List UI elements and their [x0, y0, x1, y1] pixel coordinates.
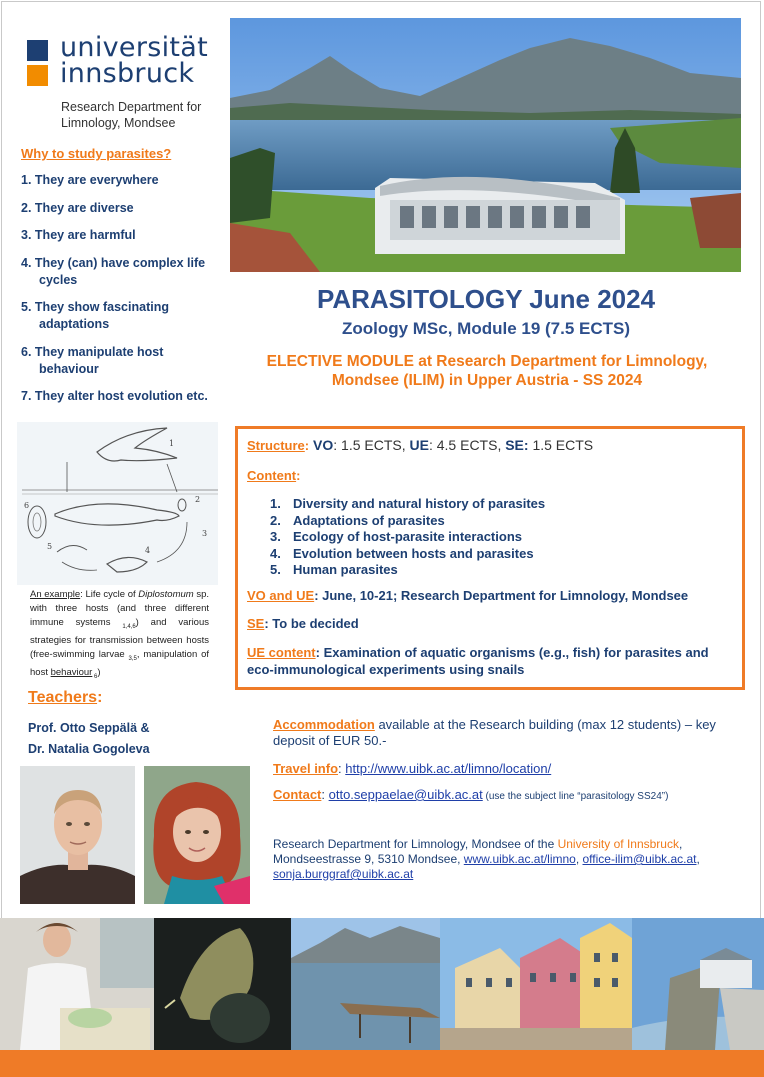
teacher-name: Prof. Otto Seppälä & [28, 721, 150, 735]
reason-item: 1. They are everywhere [21, 173, 159, 187]
reason-item: 2. They are diverse [21, 200, 134, 215]
bottom-accent-bar [0, 1050, 764, 1077]
logo-square-blue [27, 40, 48, 61]
structure-row: Structure: VO: 1.5 ECTS, UE: 4.5 ECTS, SE: 1.5 ECTS [247, 437, 594, 453]
content-topics-list [270, 496, 545, 579]
diagram-label: 1 [169, 439, 175, 448]
content-heading: Content: [247, 468, 301, 483]
office-email-link[interactable]: office-ilim@uibk.ac.at [582, 852, 697, 866]
diagram-label: 5 [47, 542, 53, 551]
lab-photo [0, 918, 154, 1050]
mountain-viewpoint-photo [632, 918, 764, 1050]
department-name [61, 99, 201, 131]
teachers-heading: Teachers: [28, 689, 103, 706]
diagram-caption: An example: Life cycle of Diplostomum sp. with three hosts (and three different immune systems $_{1,4,6}$) and various strategies for transmission between hosts (free-swimming larvae $_{3,5}$, manipulation of host behaviour $_6$) [30, 589, 210, 680]
teacher-names [28, 718, 150, 760]
topic-item: 1. Diversity and natural history of parasites [270, 496, 546, 511]
contact-email-link[interactable]: otto.seppaelae@uibk.ac.at [328, 787, 483, 802]
topic-item: 5. Human parasites [270, 562, 398, 577]
pier-photo [291, 918, 440, 1050]
dept-line-2: Limnology, Mondsee [61, 116, 176, 130]
dept-line-1: Research Department for [61, 100, 202, 114]
hero-lake-photo [230, 18, 741, 272]
elective-module-note: ELECTIVE MODULE at Research Department for Limnology, Mondsee (ILIM) in Upper Austria - SS 2024 [266, 353, 708, 389]
teacher-name: Dr. Natalia Gogoleva [28, 742, 150, 756]
reason-item: 5. They show fascinating adaptations [21, 300, 169, 331]
contact-info: Contact: otto.seppaelae@uibk.ac.at (use the subject line “parasitology SS24”) [273, 787, 669, 802]
portrait-otto-seppala [20, 766, 135, 904]
diplostomum-lifecycle-diagram [17, 422, 218, 585]
portrait-natalia-gogoleva [144, 766, 250, 904]
travel-info-link[interactable]: http://www.uibk.ac.at/limno/location/ [345, 761, 552, 776]
logo-line-1: universität [60, 32, 209, 63]
website-link[interactable]: www.uibk.ac.at/limno [463, 852, 576, 866]
accommodation-info: Accommodation available at the Research building (max 12 students) – key deposit of EUR 50.- [273, 717, 716, 748]
reason-item: 4. They (can) have complex life cycles [21, 255, 206, 287]
diagram-label: 3 [202, 529, 208, 538]
topic-item: 2. Adaptations of parasites [270, 512, 445, 528]
secretary-email-link[interactable]: sonja.burggraf@uibk.ac.at [273, 867, 414, 881]
ue-content-row: UE content: Examination of aquatic organisms (e.g., fish) for parasites and eco-immunological experiments using snails [247, 645, 709, 677]
se-row: SE: To be decided [247, 616, 359, 631]
reason-item: 6. They manipulate host behaviour [21, 344, 164, 376]
snail-photo [154, 918, 291, 1050]
why-study-heading: Why to study parasites? [21, 146, 172, 161]
vo-ue-row: VO and UE: June, 10-21; Research Department for Limnology, Mondsee [247, 588, 689, 603]
diagram-label: 6 [24, 501, 30, 510]
logo-line-2: innsbruck [60, 58, 195, 89]
diagram-label: 2 [195, 495, 201, 504]
reason-item: 3. They are harmful [21, 228, 136, 242]
travel-info: Travel info: http://www.uibk.ac.at/limno/location/ [273, 761, 552, 776]
bottom-photo-strip [0, 918, 764, 1050]
reason-item: 7. They alter host evolution etc. [21, 389, 208, 403]
course-subtitle: Zoology MSc, Module 19 (7.5 ECTS) [341, 319, 631, 338]
course-title: PARASITOLOGY June 2024 [316, 284, 656, 314]
diagram-label: 4 [145, 546, 151, 555]
topic-item: 3. Ecology of host-parasite interactions [270, 529, 522, 544]
town-photo [440, 918, 632, 1050]
university-logo-text [60, 32, 209, 89]
reasons-list [21, 172, 236, 416]
logo-square-orange [27, 65, 48, 86]
address-block: Research Department for Limnology, Mondsee of the University of Innsbruck, Mondseestrasse 9, 5310 Mondsee, www.uibk.ac.at/limno, office-ilim@uibk.ac.at, sonja.burggraf@uibk.ac.at [273, 837, 700, 881]
topic-item: 4. Evolution between hosts and parasites [270, 545, 534, 561]
